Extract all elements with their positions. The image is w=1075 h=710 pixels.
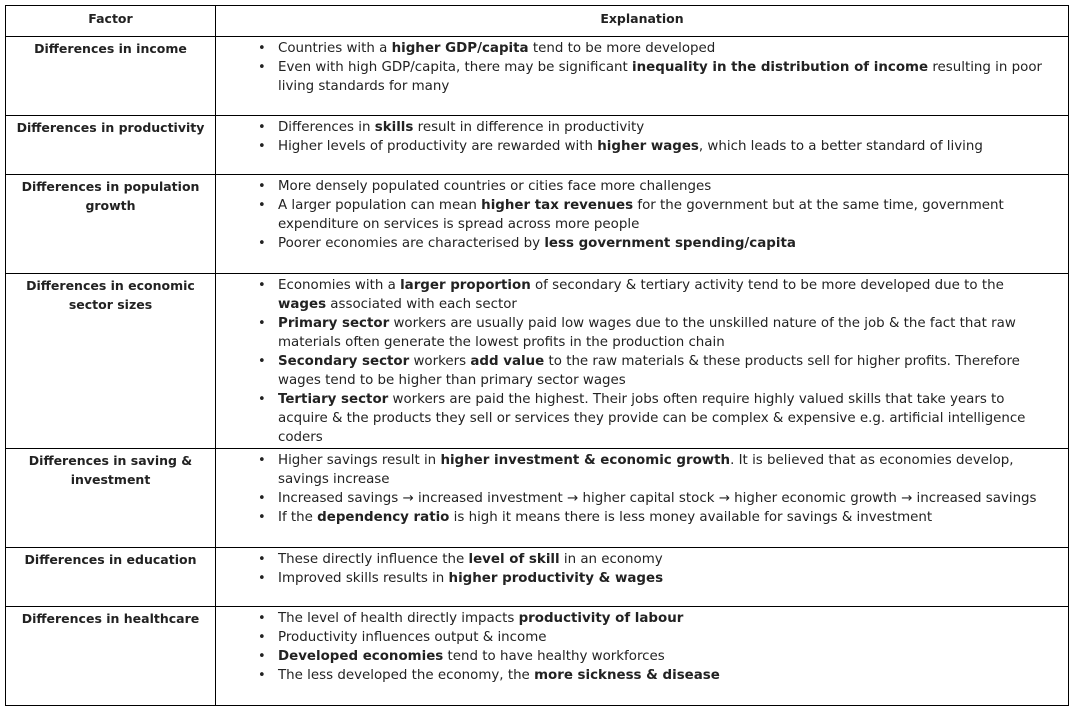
table-row	[6, 175, 1069, 274]
text-segment: tend to be more developed	[528, 41, 716, 56]
bold-text: higher GDP/capita	[391, 41, 529, 56]
factor-cell: Differences in healthcare	[6, 607, 216, 706]
explanation-cell	[216, 37, 1069, 116]
factor-cell: Differences in population growth	[6, 175, 216, 274]
factor-cell: Differences in saving & investment	[6, 449, 216, 548]
bold-text: higher investment & economic growth	[440, 453, 731, 468]
list-item	[216, 489, 1056, 508]
text-segment: , which leads to a better standard of living	[698, 139, 983, 154]
text-segment: A larger population can mean	[278, 198, 482, 213]
bold-text: less government spending/capita	[544, 236, 796, 251]
text-segment: is high it means there is less money available for savings & investment	[449, 510, 933, 525]
list-item	[216, 276, 1056, 314]
list-item	[216, 628, 1056, 647]
bold-text: higher tax revenues	[481, 198, 634, 213]
table-row	[6, 548, 1069, 607]
text-segment: Economies with a	[278, 278, 401, 293]
text-segment: tend to have healthy workforces	[443, 649, 665, 664]
text-segment: resulting in poor living standards for many	[278, 60, 1043, 94]
text-segment: Productivity influences output & income	[278, 630, 547, 645]
list-item	[216, 234, 1056, 253]
bullet-list	[216, 39, 1056, 96]
bullet-icon: •	[258, 510, 266, 525]
text-segment: Poorer economies are characterised by	[278, 236, 545, 251]
text-segment: Even with high GDP/capita, there may be significant	[278, 60, 633, 75]
bullet-icon: •	[258, 611, 266, 626]
list-item	[216, 508, 1056, 527]
bullet-list	[216, 276, 1056, 447]
list-item	[216, 550, 1056, 569]
bold-text: Primary sector	[278, 316, 390, 331]
bullet-icon: •	[258, 139, 266, 154]
bullet-list	[216, 177, 1056, 253]
bullet-icon: •	[258, 668, 266, 683]
bullet-list	[216, 118, 1056, 156]
text-segment: of secondary & tertiary activity tend to be more developed due to the	[530, 278, 1004, 293]
bold-text: higher wages	[597, 139, 699, 154]
text-segment: Improved skills results in	[278, 571, 449, 586]
bullet-icon: •	[258, 491, 266, 506]
explanation-cell	[216, 607, 1069, 706]
header-factor: Factor	[6, 6, 216, 37]
text-segment: These directly influence the	[278, 552, 469, 567]
bullet-icon: •	[258, 179, 266, 194]
bold-text: skills	[374, 120, 414, 135]
text-segment: Higher savings result in	[278, 453, 441, 468]
bold-text: more sickness & disease	[534, 668, 720, 683]
bold-text: Developed economies	[278, 649, 444, 664]
bold-text: Tertiary sector	[278, 392, 389, 407]
bold-text: Secondary sector	[278, 354, 410, 369]
text-segment: result in difference in productivity	[413, 120, 645, 135]
header-explanation: Explanation	[216, 6, 1069, 37]
bullet-icon: •	[258, 316, 266, 331]
bullet-icon: •	[258, 630, 266, 645]
factor-cell: Differences in income	[6, 37, 216, 116]
bullet-icon: •	[258, 120, 266, 135]
list-item	[216, 58, 1056, 96]
list-item	[216, 451, 1056, 489]
text-segment: The less developed the economy, the	[278, 668, 535, 683]
bullet-icon: •	[258, 571, 266, 586]
bullet-icon: •	[258, 236, 266, 251]
text-segment: Increased savings → increased investment → higher capital stock → higher economic growth → increased savings	[278, 491, 1037, 506]
text-segment: Differences in	[278, 120, 375, 135]
list-item	[216, 137, 1056, 156]
text-segment: workers	[409, 354, 471, 369]
bullet-icon: •	[258, 278, 266, 293]
explanation-cell	[216, 116, 1069, 175]
explanation-cell	[216, 548, 1069, 607]
text-segment: in an economy	[559, 552, 663, 567]
text-segment: to the raw materials & these products sell for higher profits. Therefore wages tend to be higher than primary sector wages	[278, 354, 1020, 388]
bullet-icon: •	[258, 392, 266, 407]
list-item	[216, 118, 1056, 137]
bullet-icon: •	[258, 453, 266, 468]
bullet-icon: •	[258, 41, 266, 56]
table-row	[6, 607, 1069, 706]
explanation-cell	[216, 274, 1069, 449]
header-row	[6, 6, 1069, 37]
text-segment: for the government but at the same time, government expenditure on services is spread across more people	[278, 198, 1004, 232]
bullet-list	[216, 451, 1056, 527]
list-item	[216, 666, 1056, 685]
bold-text: inequality in the distribution of income	[632, 60, 929, 75]
list-item	[216, 352, 1056, 390]
table-row	[6, 449, 1069, 548]
bold-text: add value	[470, 354, 545, 369]
list-item	[216, 39, 1056, 58]
list-item	[216, 177, 1056, 196]
bold-text: productivity of labour	[518, 611, 684, 626]
list-item	[216, 314, 1056, 352]
text-segment: The level of health directly impacts	[278, 611, 519, 626]
text-segment: More densely populated countries or cities face more challenges	[278, 179, 712, 194]
text-segment: workers are usually paid low wages due to the unskilled nature of the job & the fact that raw materials often generate the lowest profits in the production chain	[278, 316, 1016, 350]
bullet-list	[216, 550, 1056, 588]
text-segment: If the	[278, 510, 318, 525]
table-row	[6, 37, 1069, 116]
factors-table	[5, 5, 1069, 706]
bold-text: wages	[278, 297, 327, 312]
bullet-icon: •	[258, 552, 266, 567]
bold-text: larger proportion	[400, 278, 531, 293]
table-row	[6, 116, 1069, 175]
factor-cell: Differences in education	[6, 548, 216, 607]
bullet-icon: •	[258, 649, 266, 664]
list-item	[216, 569, 1056, 588]
bullet-icon: •	[258, 354, 266, 369]
bullet-icon: •	[258, 198, 266, 213]
list-item	[216, 196, 1056, 234]
list-item	[216, 609, 1056, 628]
text-segment: Higher levels of productivity are rewarded with	[278, 139, 598, 154]
text-segment: . It is believed that as economies develop, savings increase	[278, 453, 1014, 487]
bold-text: higher productivity & wages	[448, 571, 664, 586]
table-row	[6, 274, 1069, 449]
text-segment: workers are paid the highest. Their jobs often require highly valued skills that take years to acquire & the products they sell or services they provide can be complex & expensive e.g. artificial intelligence coders	[278, 392, 1026, 445]
bullet-icon: •	[258, 60, 266, 75]
bold-text: level of skill	[468, 552, 560, 567]
factor-cell: Differences in productivity	[6, 116, 216, 175]
explanation-cell	[216, 175, 1069, 274]
explanation-cell	[216, 449, 1069, 548]
text-segment: associated with each sector	[326, 297, 517, 312]
list-item	[216, 390, 1056, 447]
factor-cell: Differences in economic sector sizes	[6, 274, 216, 449]
text-segment: Countries with a	[278, 41, 392, 56]
bold-text: dependency ratio	[317, 510, 450, 525]
list-item	[216, 647, 1056, 666]
bullet-list	[216, 609, 1056, 685]
